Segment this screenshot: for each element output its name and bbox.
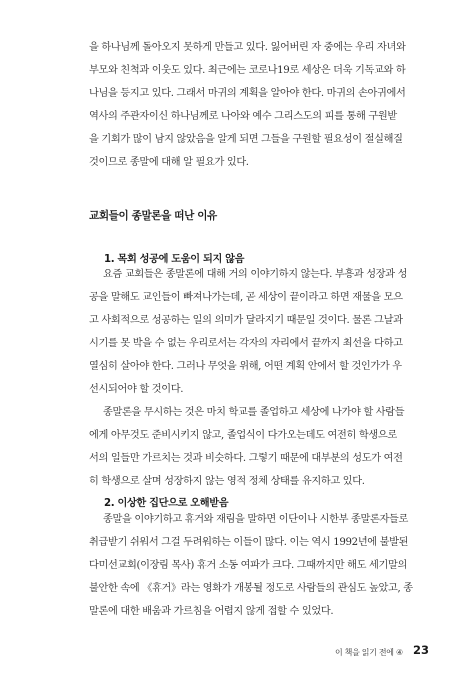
intro-paragraph bbox=[89, 36, 427, 174]
subsection-title-2: 2. 이상한 집단으로 오해받음 bbox=[104, 498, 229, 509]
subsection-1-paragraph-2 bbox=[89, 401, 427, 493]
text-line: 공을 말해도 교인들이 빠져나가는데, 곧 세상이 끝이라고 하면 재물을 모으 bbox=[89, 292, 403, 303]
running-footer-title: 이 책을 읽기 전에 ④ bbox=[335, 648, 403, 657]
text-line: 열심히 살아야 한다. 그러나 무엇을 위해, 어떤 계획 안에서 할 것인가가 우 bbox=[89, 361, 402, 372]
text-line: 말론에 대한 배움과 가르침을 어렵지 않게 접할 수 있었다. bbox=[89, 606, 334, 617]
text-line: 요즘 교회들은 종말론에 대해 거의 이야기하지 않는다. 부흥과 성장과 성 bbox=[103, 269, 408, 280]
text-line: 서의 일들만 가르치는 것과 비슷하다. 그렇기 때문에 대부분의 성도가 여전 bbox=[89, 453, 403, 464]
text-line: 역사의 주관자이신 하나님께로 나아와 예수 그리스도의 피를 통해 구원받 bbox=[89, 111, 397, 122]
page-number: 23 bbox=[413, 643, 430, 657]
text-line: 다미선교회(이장림 목사) 휴거 소동 여파가 크다. 그때까지만 해도 세기말의 bbox=[89, 560, 407, 571]
text-line: 종말론을 무시하는 것은 마치 학교를 졸업하고 세상에 나가야 할 사람들 bbox=[103, 407, 405, 418]
text-line: 불안한 속에 《휴거》라는 영화가 개봉될 정도로 사람들의 관심도 높았고, 종 bbox=[89, 583, 413, 594]
text-line: 을 기회가 많이 남지 않았음을 알게 되면 그들을 구원할 필요성이 절실해질 bbox=[89, 134, 403, 145]
text-line: 에게 아무것도 준비시키지 않고, 졸업식이 다가오는데도 여전히 학생으로 bbox=[89, 430, 397, 441]
subsection-2-paragraph-1 bbox=[89, 508, 427, 623]
subsection-1-paragraph-1 bbox=[89, 263, 427, 401]
text-line: 고 사회적으로 성공하는 일의 의미가 달라지기 때문일 것이다. 물론 그날과 bbox=[89, 315, 403, 326]
subsection-title-1: 1. 목회 성공에 도움이 되지 않음 bbox=[104, 254, 245, 265]
text-line: 히 학생으로 살며 성장하지 않는 영적 정체 상태를 유지하고 있다. bbox=[89, 476, 365, 487]
text-line: 종말을 이야기하고 휴거와 재림을 말하면 이단이나 시한부 종말론자들로 bbox=[103, 514, 408, 525]
section-heading: 교회들이 종말론을 떠난 이유 bbox=[89, 210, 217, 222]
text-line: 부모와 친척과 이웃도 있다. 최근에는 코로나19로 세상은 더욱 기독교와 하 bbox=[89, 65, 406, 76]
text-line: 을 하나님께 돌아오지 못하게 만들고 있다. 잃어버린 자 중에는 우리 자녀와 bbox=[89, 42, 406, 53]
text-line: 선시되어야 할 것이다. bbox=[89, 384, 184, 395]
text-line: 취급받기 쉬워서 그걸 두려워하는 이들이 많다. 이는 역시 1992년에 불발된 bbox=[89, 537, 409, 548]
text-line: 나님을 등지고 있다. 그래서 마귀의 계획을 알아야 한다. 마귀의 손아귀에서 bbox=[89, 88, 406, 99]
text-line: 것이므로 종말에 대해 알 필요가 있다. bbox=[89, 157, 249, 168]
text-line: 시기를 못 박을 수 없는 우리로서는 각자의 자리에서 끝까지 최선을 다하고 bbox=[89, 338, 403, 349]
